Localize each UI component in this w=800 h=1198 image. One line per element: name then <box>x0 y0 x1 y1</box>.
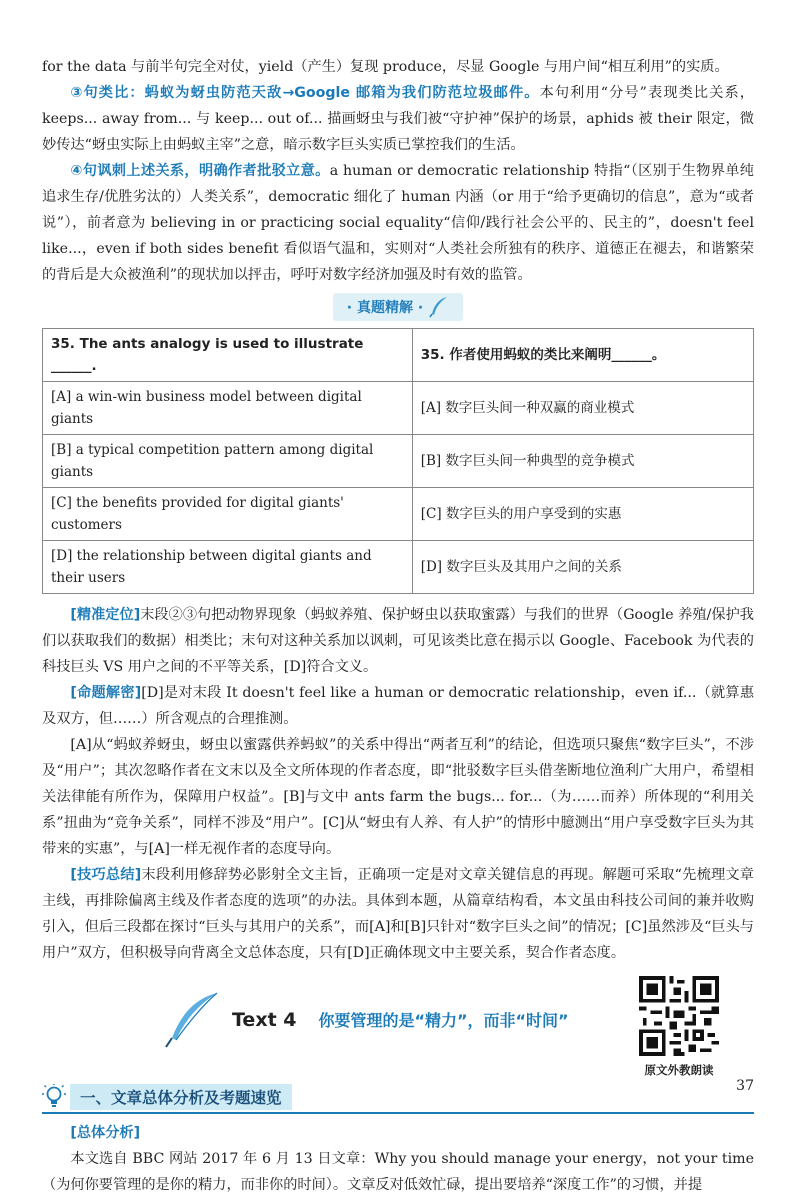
ribbon-label: · 真题精解 · <box>346 300 424 316</box>
tip-text: 末段利用修辞势必影射全文主旨，正确项一定是对文章关键信息的再现。解题可采取“先梳理文章主线，再排除偏离主线及作者态度的选项”的办法。具体到本题，从篇章结构看，本文虽由科技公司间的兼并收购引入，但后三段都在探讨“巨头与其用户的关系”，而[A]和[B]只针对“数字巨头之间”的情况；[C]虽然涉及“巨头与用户”双方，但积极导向背离全文总体态度，只有[D]正确体现文中主要关系，契合作者态度。 <box>42 867 754 961</box>
option-b-zh: [B] 数字巨头间一种典型的竞争模式 <box>412 435 753 488</box>
question-table <box>42 328 754 594</box>
option-row-a <box>43 382 754 435</box>
analysis-block <box>42 602 754 966</box>
sentence-3-body: 本句利用“分号”表现类比关系，keeps... away from... 与 keep... out of... 描画蚜虫与我们被“守护神”保护的场景，aphids 被 their 限定，微妙传达“蚜虫实际上由蚂蚁主宰”之意，暗示数字巨头实质已掌控我们的生活。 <box>42 85 754 153</box>
analysis-key <box>42 680 754 732</box>
feather-pen-icon <box>429 296 449 318</box>
analysis-distractors: [A]从“蚂蚁养蚜虫，蚜虫以蜜露供养蚂蚁”的关系中得出“两者互利”的结论，但选项只聚焦“数字巨头”，不涉及“用户”；其次忽略作者在文末以及全文所体现的作者态度，即“批驳数字巨头借垄断地位渔利广大用户，希望相关法律能有所作为，保障用户权益”。[B]与文中 ants farm the bugs... for...（为……而养）所体现的“利用关系”扭曲为“竞争关系”，同样不涉及“用户”。[C]从“蚜虫有人养、有人护”的情形中臆测出“用户享受数字巨头为其带来的实惠”，与[A]一样无视作者的态度导向。 <box>42 737 754 857</box>
option-a-en: [A] a win-win business model between digital giants <box>43 382 413 435</box>
sentence-3-heading: ③句类比：蚂蚁为蚜虫防范天敌→Google 邮箱为我们防范垃圾邮件。 <box>70 85 540 101</box>
quill-icon <box>162 990 222 1050</box>
analysis-location <box>42 602 754 680</box>
page <box>42 0 754 1198</box>
text4-label: Text 4 <box>232 1009 297 1031</box>
intro-block <box>42 54 754 288</box>
overall-analysis-tag: [总体分析] <box>70 1125 141 1141</box>
option-row-c <box>43 488 754 541</box>
sentence-4-body: a human or democratic relationship 特指“（区别于生物界单纯追求生存/优胜劣汰的）人类关系”，democratic 细化了 human 内涵（or 用于“给予更确切的信息”，意为“或者说”），前者意为 believing in or practicing social equality“信仰/践行社会公平的、民主的”，doesn't feel like...，even if both sides benefit 看似语气温和，实则对“人类社会所独有的秩序、道德正在褪去，和谐繁荣的背后是大众被渔利”的现状加以抨击，呼吁对数字经济加强及时有效的监管。 <box>42 163 754 283</box>
option-c-en: [C] the benefits provided for digital giants' customers <box>43 488 413 541</box>
section-ribbon <box>42 292 754 322</box>
option-a-zh: [A] 数字巨头间一种双赢的商业模式 <box>412 382 753 435</box>
qr-code-icon[interactable] <box>639 976 719 1056</box>
overall-analysis <box>42 1120 754 1198</box>
option-b-en: [B] a typical competition pattern among digital giants <box>43 435 413 488</box>
sentence-4-heading: ④句讽刺上述关系，明确作者批驳立意。 <box>70 163 330 179</box>
qr-code-block[interactable] <box>637 976 721 1078</box>
tip-tag: [技巧总结] <box>70 867 142 883</box>
option-row-d <box>43 541 754 594</box>
key-tag: [命题解密] <box>70 685 142 701</box>
question-stem-row <box>43 329 754 382</box>
intro-paragraph-2 <box>42 80 754 158</box>
section-header <box>42 1082 754 1114</box>
qr-code-label: 原文外教朗读 <box>644 1063 714 1077</box>
text4-title: 你要管理的是“精力”，而非“时间” <box>318 1011 569 1030</box>
intro-paragraph-1: for the data 与前半句完全对仗，yield（产生）复现 produce，尽显 Google 与用户间“相互利用”的实质。 <box>42 59 729 75</box>
option-c-zh: [C] 数字巨头的用户享受到的实惠 <box>412 488 753 541</box>
location-tag: [精准定位] <box>70 607 141 623</box>
lightbulb-icon <box>42 1084 66 1110</box>
option-d-zh: [D] 数字巨头及其用户之间的关系 <box>412 541 753 594</box>
option-row-b <box>43 435 754 488</box>
key-text: [D]是对末段 It doesn't feel like a human or democratic relationship，even if...（就算惠及双方，但……）所含观点的合理推测。 <box>42 685 755 727</box>
option-d-en: [D] the relationship between digital giants and their users <box>43 541 413 594</box>
location-text: 末段②③句把动物界现象（蚂蚁养殖、保护蚜虫以获取蜜露）与我们的世界（Google 养殖/保护我们以获取我们的数据）相类比；末句对这种关系加以讽刺，可见该类比意在揭示以 Google、Facebook 为代表的科技巨头 VS 用户之间的不平等关系，[D]符合文义。 <box>42 607 754 675</box>
text4-header <box>42 976 754 1077</box>
question-stem-en: 35. The ants analogy is used to illustrate ______. <box>43 329 413 382</box>
section-title: 一、文章总体分析及考题速览 <box>70 1084 292 1110</box>
analysis-tip <box>42 862 754 966</box>
question-stem-zh: 35. 作者使用蚂蚁的类比来阐明______。 <box>412 329 753 382</box>
intro-paragraph-3 <box>42 158 754 288</box>
overall-analysis-text: 本文选自 BBC 网站 2017 年 6 月 13 日文章：Why you should manage your energy，not your time（为何你要管理的是你的精力，而非你的时间）。文章反对低效忙碌，提出要培养“深度工作”的习惯，并提 <box>42 1151 754 1193</box>
page-number: 37 <box>736 1078 754 1094</box>
